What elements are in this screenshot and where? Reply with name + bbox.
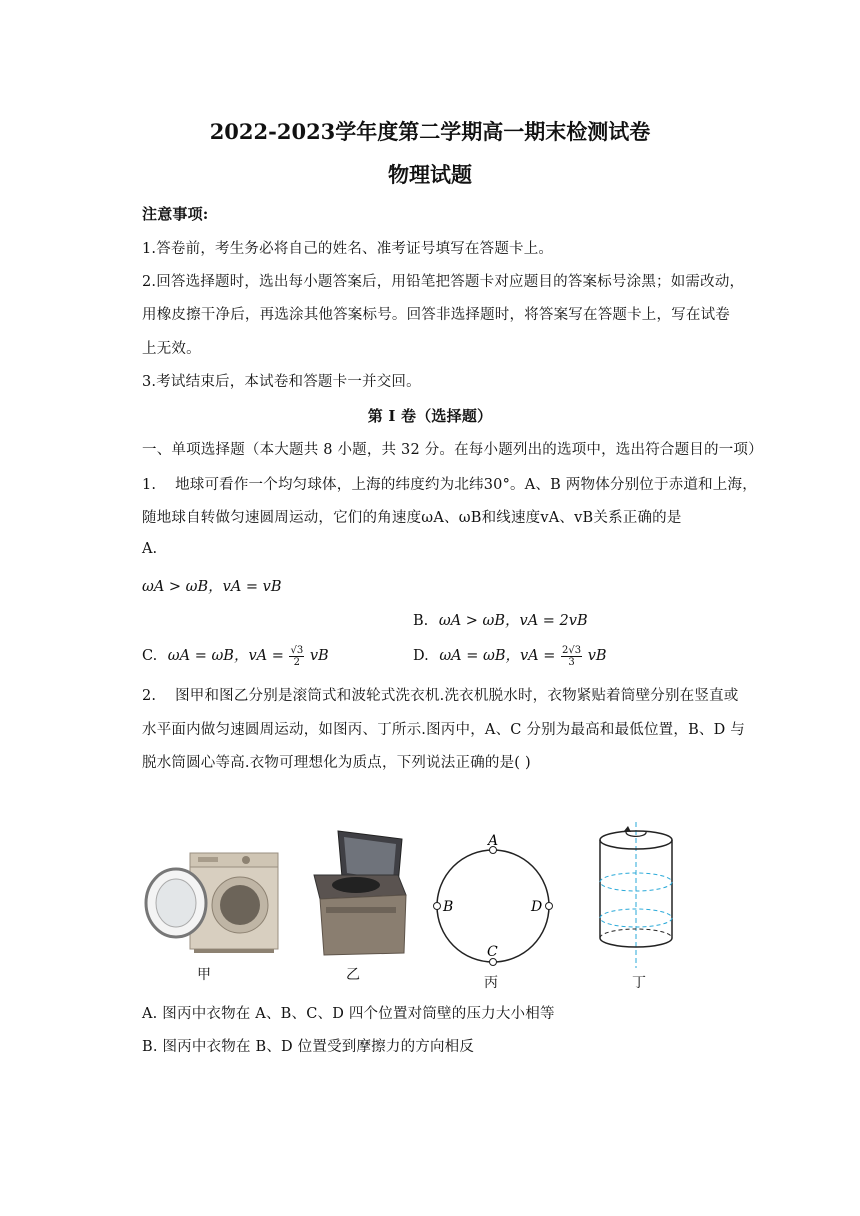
rotation-arrowhead-icon — [624, 826, 631, 832]
fraction-numerator: √3 — [290, 644, 304, 656]
washer-drum — [220, 885, 260, 925]
question-2-number: 2. — [142, 688, 157, 704]
top-loader-body — [320, 895, 406, 955]
fraction-denominator: 2 — [293, 656, 301, 668]
notice-item-2-line-3: 上无效。 — [142, 341, 201, 357]
section-part-1: 一、单项选择题（本大题共 8 小题，共 32 分。在每小题列出的选项中，选出符合题目的一项） — [142, 442, 763, 458]
question-1-option-c-post: vB — [309, 648, 329, 664]
washer-dial-icon — [242, 856, 250, 864]
notice-item-2-line-2: 用橡皮擦干净后，再选涂其他答案标号。回答非选择题时，将答案写在答题卡上，写在试卷 — [142, 307, 730, 323]
question-2-option-b: B. 图丙中衣物在 B、D 位置受到摩擦力的方向相反 — [142, 1039, 475, 1055]
question-2-line-3: 脱水筒圆心等高.衣物可理想化为质点，下列说法正确的是( ) — [142, 755, 531, 771]
figure-label-ding: 丁 — [632, 975, 646, 991]
notice-heading: 注意事项: — [142, 205, 209, 223]
point-d-label: D — [531, 899, 543, 915]
point-a-label: A — [488, 833, 499, 849]
point-d-marker — [546, 903, 553, 910]
notice-item-1: 1.答卷前，考生务必将自己的姓名、准考证号填写在答题卡上。 — [142, 241, 554, 257]
washer-detergent-drawer — [198, 857, 218, 862]
point-c-label: C — [487, 944, 498, 960]
question-2-text-1: 图甲和图乙分别是滚筒式和波轮式洗衣机.洗衣机脱水时，衣物紧贴着筒壁分别在竖直或 — [175, 688, 739, 704]
section-heading: 第 I 卷（选择题） — [367, 407, 493, 425]
fraction-numerator: 2√3 — [562, 644, 582, 656]
top-loader-panel — [326, 907, 396, 913]
vertical-circle-figure — [428, 832, 558, 967]
question-1-number: 1. — [142, 477, 157, 493]
question-1-option-d-label: D. — [413, 648, 429, 664]
question-1-option-b-label: B. — [413, 613, 429, 629]
question-1-option-d-pre: ωA = ωB，vA = — [439, 648, 556, 664]
question-1-option-d — [413, 644, 607, 668]
question-1-line-2: 随地球自转做匀速圆周运动，它们的角速度ωA、ωB和线速度vA、vB关系正确的是 — [142, 510, 682, 526]
question-1-line-1 — [142, 473, 757, 494]
point-b-marker — [434, 903, 441, 910]
question-1-option-c-pre: ωA = ωB，vA = — [167, 648, 284, 664]
drum-washer-figure — [142, 845, 282, 955]
fraction-denominator: 3 — [568, 656, 575, 668]
question-1-option-d-post: vB — [587, 648, 607, 664]
exam-title: 2022-2023学年度第二学期高一期末检测试卷 — [209, 119, 651, 144]
cylinder-figure — [594, 820, 684, 970]
question-1-option-d-fraction — [561, 645, 582, 668]
question-1-option-b — [413, 609, 588, 630]
question-1-text-1: 地球可看作一个均匀球体，上海的纬度约为北纬30°。A、B 两物体分别位于赤道和上海， — [175, 477, 757, 493]
figure-label-jia: 甲 — [197, 967, 211, 983]
question-2-line-2: 水平面内做匀速圆周运动，如图丙、丁所示.图丙中，A、C 分别为最高和最低位置，B、D 与 — [142, 722, 745, 738]
question-1-option-c-label: C. — [142, 648, 158, 664]
question-2-line-1 — [142, 684, 738, 705]
exam-subtitle: 物理试题 — [388, 162, 472, 187]
question-1-option-a: ωA > ωB，vA = vB — [142, 579, 282, 595]
point-b-label: B — [443, 899, 454, 915]
washer-base — [194, 949, 274, 953]
question-1-option-a-label: A. — [142, 541, 158, 557]
top-loader-tub-opening — [332, 877, 380, 893]
question-1-option-c-fraction — [289, 645, 304, 668]
question-2-option-a: A. 图丙中衣物在 A、B、C、D 四个位置对筒壁的压力大小相等 — [142, 1006, 555, 1022]
notice-item-3: 3.考试结束后，本试卷和答题卡一并交回。 — [142, 374, 421, 390]
washer-door-glass — [156, 879, 196, 927]
notice-item-2-line-1: 2.回答选择题时，选出每小题答案后，用铅笔把答题卡对应题目的答案标号涂黑；如需改动， — [142, 274, 745, 290]
top-loader-washer-figure — [306, 825, 411, 960]
figure-label-bing: 丙 — [484, 975, 498, 991]
figure-label-yi: 乙 — [346, 967, 360, 983]
question-1-option-b-text: ωA > ωB，vA = 2vB — [438, 613, 588, 629]
question-1-option-c — [142, 644, 329, 668]
top-loader-lid-glass — [344, 837, 396, 880]
